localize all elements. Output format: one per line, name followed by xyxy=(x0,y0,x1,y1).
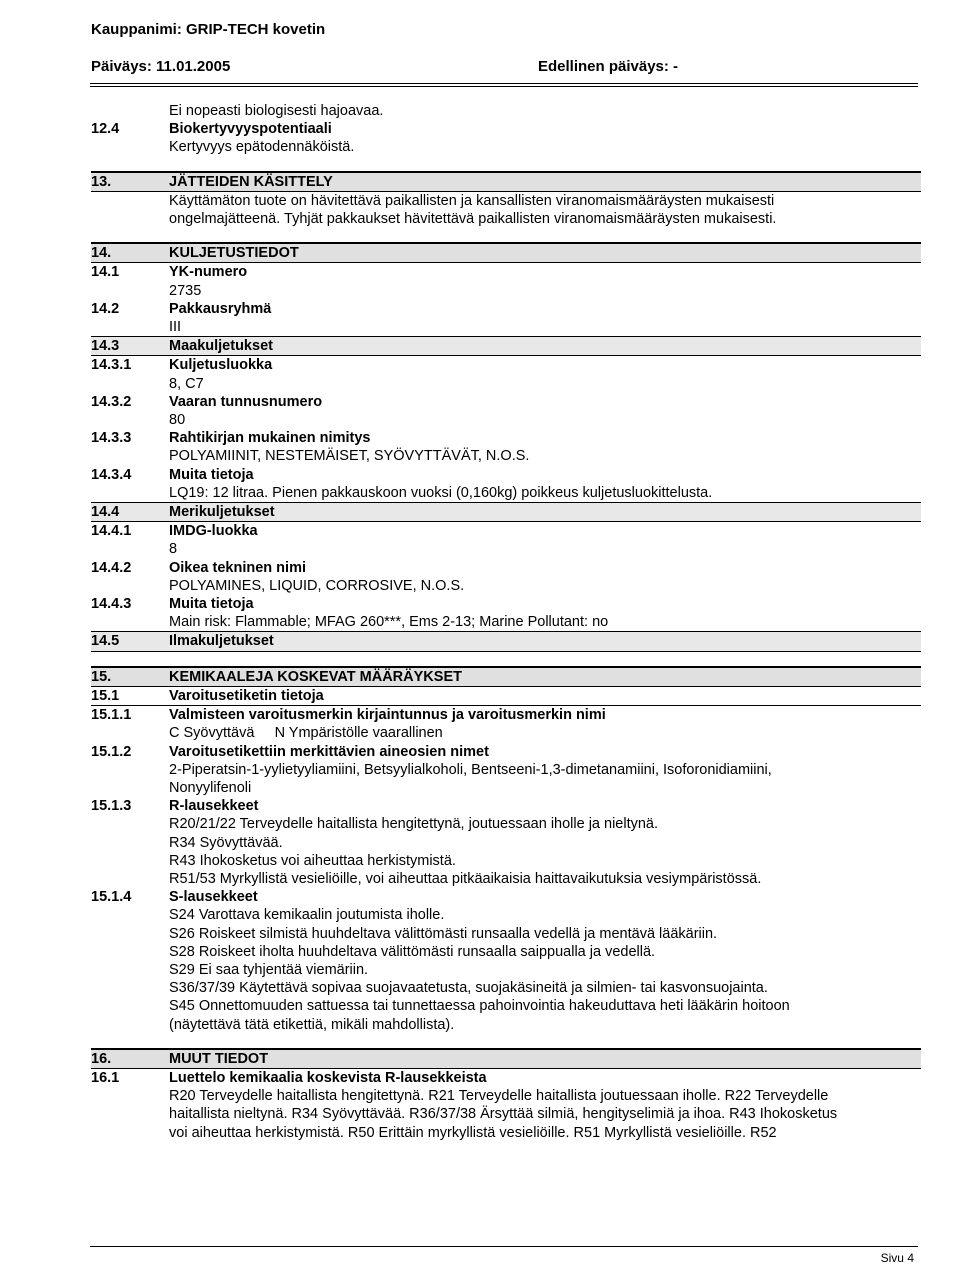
s15-1-title: Varoitusetiketin tietoja xyxy=(169,687,324,704)
s15-1-1-value: C Syövyttävä N Ympäristölle vaarallinen xyxy=(169,725,443,742)
s15-1-2-value-1: 2-Piperatsin-1-yylietyyliamiini, Betsyylialkoholi, Bentseeni-1,3-dimetanamiini, Isoforonidiamiini, xyxy=(169,761,772,778)
transport-item-heading xyxy=(91,300,921,318)
transport-item-heading xyxy=(91,522,921,540)
transport-item-number: 14.3.2 xyxy=(91,393,132,410)
s13-paragraph-2: ongelmajätteenä. Tyhjät pakkaukset hävitettävä paikallisten viranomaismääräysten mukaisesti. xyxy=(169,211,777,228)
transport-item-number: 14.4 xyxy=(91,504,120,521)
transport-item-number: 14.4.2 xyxy=(91,559,132,576)
transport-item-value: 8, C7 xyxy=(169,375,204,392)
transport-item-title: Pakkausryhmä xyxy=(169,300,272,317)
transport-item-number: 14.3.1 xyxy=(91,357,132,374)
r-phrase: R51/53 Myrkyllistä vesieliöille, voi aiheuttaa pitkäaikaisia haittavaikutuksia vesiympäristössä. xyxy=(169,870,762,887)
section-15-number: 15. xyxy=(91,668,112,685)
r-phrase: R43 Ihokosketus voi aiheuttaa herkistymistä. xyxy=(169,852,456,869)
transport-item-number: 14.3.4 xyxy=(91,466,132,483)
s15-1-3-number: 15.1.3 xyxy=(91,798,132,815)
s13-paragraph-1: Käyttämäton tuote on hävitettävä paikallisten ja kansallisten viranomaismääräysten mukaisesti xyxy=(169,192,775,209)
s-phrase: S24 Varottava kemikaalin joutumista iholle. xyxy=(169,907,445,924)
transport-item-heading xyxy=(91,502,921,522)
section-13-heading xyxy=(91,171,921,192)
section-14-title: KULJETUSTIEDOT xyxy=(169,245,299,262)
transport-item-number: 14.3 xyxy=(91,338,120,355)
transport-item-value: POLYAMIINIT, NESTEMÄISET, SYÖVYTTÄVÄT, N.O.S. xyxy=(169,448,530,465)
s15-1-2-number: 15.1.2 xyxy=(91,743,132,760)
s15-1-4-number: 15.1.4 xyxy=(91,889,132,906)
transport-item-number: 14.4.1 xyxy=(91,523,132,540)
header-rule xyxy=(90,83,918,84)
transport-item-heading xyxy=(91,336,921,356)
page-number: Sivu 4 xyxy=(880,1251,914,1265)
section-14-number: 14. xyxy=(91,245,112,262)
transport-item-heading xyxy=(91,263,921,281)
transport-item-heading xyxy=(91,559,921,577)
s16-1-title: Luettelo kemikaalia koskevista R-lausekkeista xyxy=(169,1069,487,1086)
transport-item-number: 14.3.3 xyxy=(91,430,132,447)
transport-item-title: Rahtikirjan mukainen nimitys xyxy=(169,430,371,447)
section-15-heading xyxy=(91,666,921,687)
s-phrase: S29 Ei saa tyhjentää viemäriin. xyxy=(169,961,369,978)
r-phrase: R20/21/22 Terveydelle haitallista hengitettynä, joutuessaan iholle ja nieltynä. xyxy=(169,816,659,833)
r-list-line: voi aiheuttaa herkistymistä. R50 Erittäin myrkyllistä vesieliöille. R51 Myrkyllistä vesieliöille. R52 xyxy=(169,1124,777,1141)
transport-item-value: 2735 xyxy=(169,282,202,299)
section-15-title: KEMIKAALEJA KOSKEVAT MÄÄRÄYKSET xyxy=(169,668,462,685)
previous-date: Edellinen päiväys: - xyxy=(538,58,679,75)
s-phrase: S45 Onnettomuuden sattuessa tai tunnettaessa pahoinvointia hakeuduttava heti lääkärin hoitoon xyxy=(169,998,790,1015)
s15-1-3-title: R-lausekkeet xyxy=(169,798,259,815)
section-16-number: 16. xyxy=(91,1050,112,1067)
section-16-title: MUUT TIEDOT xyxy=(169,1050,269,1067)
transport-item-title: IMDG-luokka xyxy=(169,523,258,540)
transport-item-title: Vaaran tunnusnumero xyxy=(169,393,323,410)
r-phrase: R34 Syövyttävää. xyxy=(169,834,283,851)
transport-item-title: Muita tietoja xyxy=(169,596,254,613)
transport-item-title: Kuljetusluokka xyxy=(169,357,273,374)
transport-item-heading xyxy=(91,595,921,613)
s15-1-1-title: Valmisteen varoitusmerkin kirjaintunnus ja varoitusmerkin nimi xyxy=(169,707,606,724)
transport-item-number: 14.5 xyxy=(91,633,120,650)
section-13-number: 13. xyxy=(91,173,112,190)
transport-item-title: YK-numero xyxy=(169,264,248,281)
transport-item-value: 8 xyxy=(169,541,178,558)
transport-item-number: 14.1 xyxy=(91,264,120,281)
transport-item-value: III xyxy=(169,319,182,336)
transport-item-value: Main risk: Flammable; MFAG 260***, Ems 2-13; Marine Pollutant: no xyxy=(169,614,609,631)
s15-1-number: 15.1 xyxy=(91,687,120,704)
section-13-title: JÄTTEIDEN KÄSITTELY xyxy=(169,173,333,190)
header-rule-2 xyxy=(90,86,918,87)
s15-1-4-title: S-lausekkeet xyxy=(169,889,258,906)
transport-item-heading xyxy=(91,466,921,484)
r-list-line: haitallista nieltynä. R34 Syövyttävää. R36/37/38 Ärsyttää silmiä, hengityselimiä ja ihoa. R43 Ihokosketus xyxy=(169,1106,838,1123)
company-name: Kauppanimi: GRIP-TECH kovetin xyxy=(91,21,326,38)
section-14-heading xyxy=(91,242,921,263)
s-phrase: S36/37/39 Käytettävä sopivaa suojavaatetusta, suojakäsineitä ja silmien- tai kasvonsuojainta. xyxy=(169,980,768,997)
document-date: Päiväys: 11.01.2005 xyxy=(91,58,231,75)
s-phrase: S28 Roiskeet iholta huuhdeltava välittömästi runsaalla saippualla ja vedellä. xyxy=(169,943,656,960)
s15-1-2-value-2: Nonyylifenoli xyxy=(169,779,252,796)
document-body xyxy=(91,102,921,1142)
transport-item-heading xyxy=(91,393,921,411)
transport-item-value: 80 xyxy=(169,412,186,429)
s15-1-1-number: 15.1.1 xyxy=(91,707,132,724)
transport-item-title: Merikuljetukset xyxy=(169,504,275,521)
section-16-heading xyxy=(91,1048,921,1069)
transport-item-value: POLYAMINES, LIQUID, CORROSIVE, N.O.S. xyxy=(169,577,465,594)
transport-item-heading xyxy=(91,429,921,447)
s16-1-number: 16.1 xyxy=(91,1069,120,1086)
transport-item-title: Maakuljetukset xyxy=(169,338,273,355)
transport-item-title: Muita tietoja xyxy=(169,466,254,483)
s12-text-1: Ei nopeasti biologisesti hajoavaa. xyxy=(169,103,384,119)
transport-item-value: LQ19: 12 litraa. Pienen pakkauskoon vuoksi (0,160kg) poikkeus kuljetusluokittelusta. xyxy=(169,484,713,501)
s12-4-number: 12.4 xyxy=(91,121,120,138)
transport-items xyxy=(91,263,921,651)
transport-item-number: 14.2 xyxy=(91,300,120,317)
transport-item-title: Oikea tekninen nimi xyxy=(169,559,306,576)
transport-item-heading xyxy=(91,631,921,651)
s-phrase: (näytettävä tätä etikettiä, mikäli mahdollista). xyxy=(169,1016,455,1033)
s15-1-2-title: Varoitusetikettiin merkittävien aineosien nimet xyxy=(169,743,489,760)
transport-item-number: 14.4.3 xyxy=(91,596,132,613)
transport-item-title: Ilmakuljetukset xyxy=(169,633,274,650)
s-phrase: S26 Roiskeet silmistä huuhdeltava välittömästi runsaalla vedellä ja mentävä lääkäriin. xyxy=(169,925,718,942)
transport-item-heading xyxy=(91,356,921,374)
s12-text-2: Kertyvyys epätodennäköistä. xyxy=(169,139,355,156)
footer-rule xyxy=(90,1246,918,1247)
s12-4-title: Biokertyvyyspotentiaali xyxy=(169,121,332,138)
r-list-line: R20 Terveydelle haitallista hengitettynä. R21 Terveydelle haitallista joutuessaan iholle. R22 Terveydelle xyxy=(169,1088,829,1105)
